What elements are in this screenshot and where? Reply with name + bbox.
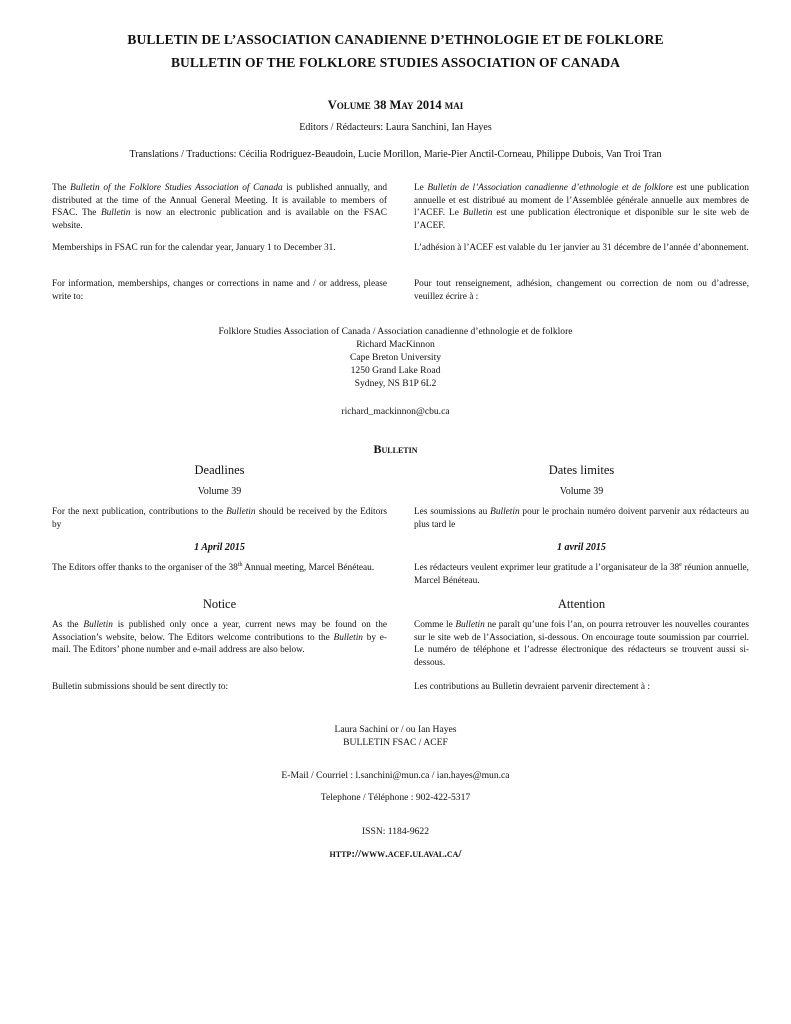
issn: ISSN: 1184-9622 bbox=[361, 826, 430, 837]
address-email[interactable]: richard_mackinnon@cbu.ca bbox=[341, 406, 450, 417]
intro-en-p1: The Bulletin of the Folklore Studies Association of Canada is published annually, and distributed at the time of the Annual General Meeting. It is available to members of FSAC. The Bulletin is now an electronic publication and is available on the FSAC website. bbox=[52, 183, 387, 231]
mailing-address bbox=[0, 325, 791, 390]
contact-org: BULLETIN FSAC / ACEF bbox=[343, 737, 448, 748]
address-line-4: 1250 Grand Lake Road bbox=[350, 365, 441, 376]
bulletin-heading: Bulletin bbox=[373, 442, 418, 456]
deadlines-fr-p2: Les rédacteurs veulent exprimer leur gratitude a l’organisateur de la 38e réunion annuelle, Marcel Bénéteau. bbox=[414, 561, 749, 586]
dates-limites-volume: Volume 39 bbox=[559, 486, 604, 497]
volume-line: Volume 38 May 2014 mai bbox=[327, 98, 464, 112]
notice-en-p1: As the Bulletin is published only once a year, current news may be found on the Association’s website, below. The Editors welcome contributions to the Bulletin by e-mail. The Editors’ phone number and e-mail address are also below. bbox=[52, 620, 388, 655]
deadlines-volume: Volume 39 bbox=[197, 486, 242, 497]
deadlines-fr-p1: Les soumissions au Bulletin pour le prochain numéro doivent parvenir aux rédacteurs au plus tard le bbox=[414, 507, 749, 530]
title-en: BULLETIN OF THE FOLKLORE STUDIES ASSOCIATION OF CANADA bbox=[170, 55, 621, 70]
deadline-date-en: 1 April 2015 bbox=[194, 542, 245, 553]
contact-block bbox=[0, 723, 791, 749]
deadlines-en-p2: The Editors offer thanks to the organiser of the 38th Annual meeting, Marcel Bénéteau. bbox=[52, 561, 375, 573]
notice-fr-p2: Les contributions au Bulletin devraient parvenir directement à : bbox=[414, 682, 650, 692]
editors-line: Editors / Rédacteurs: Laura Sanchini, Ian Hayes bbox=[299, 122, 492, 133]
address-line-1: Folklore Studies Association of Canada / Association canadienne d’ethnologie et de folklore bbox=[218, 326, 573, 337]
intro-en-p2: Memberships in FSAC run for the calendar year, January 1 to December 31. bbox=[52, 243, 336, 253]
address-line-2: Richard MacKinnon bbox=[356, 339, 435, 350]
notice-heading: Notice bbox=[202, 597, 237, 611]
dates-limites-heading: Dates limites bbox=[548, 463, 615, 477]
website-link[interactable]: http://www.acef.ulaval.ca/ bbox=[329, 848, 462, 860]
contact-phone: Telephone / Téléphone : 902-422-5317 bbox=[320, 792, 471, 803]
notice-en-p2: Bulletin submissions should be sent directly to: bbox=[52, 682, 229, 692]
address-line-5: Sydney, NS B1P 6L2 bbox=[354, 378, 437, 389]
intro-fr-p3: Pour tout renseignement, adhésion, changement ou correction de nom ou d’adresse, veuillez écrire à : bbox=[414, 279, 749, 302]
deadlines-en-p1: For the next publication, contributions to the Bulletin should be received by the Editors by bbox=[52, 507, 387, 530]
intro-en-p3: For information, memberships, changes or corrections in name and / or address, please write to: bbox=[52, 279, 387, 302]
contact-names: Laura Sachini or / ou Ian Hayes bbox=[334, 724, 457, 735]
intro-fr-p1: Le Bulletin de l’Association canadienne d’ethnologie et de folklore est une publication annuelle et est distribué au moment de l’Assemblée générale annuelle aux membres de l’ACEF. Le Bulletin est une publication électronique et disponible sur le site web de l’ACEF. bbox=[414, 183, 750, 231]
address-line-3: Cape Breton University bbox=[349, 352, 442, 363]
translations-line: Translations / Traductions: Cécilia Rodriguez-Beaudoin, Lucie Morillon, Marie-Pier Anctil-Corneau, Philippe Dubois, Van Troi Tran bbox=[129, 149, 662, 160]
title-fr: BULLETIN DE L’ASSOCIATION CANADIENNE D’ETHNOLOGIE ET DE FOLKLORE bbox=[127, 32, 664, 47]
notice-fr-p1: Comme le Bulletin ne paraît qu’une fois l’an, on pourra retrouver les nouvelles courantes sur le site web de l’Association, si-dessous. On encourage toute soumission par courriel. Le numéro de téléphone et l’adresse électronique des rédacteurs se trouvent aussi si-dessous. bbox=[414, 620, 749, 668]
attention-heading: Attention bbox=[557, 597, 606, 611]
intro-fr-p2: L’adhésion à l’ACEF est valable du 1er janvier au 31 décembre de l’année d’abonnement. bbox=[414, 243, 749, 253]
contact-email[interactable]: E-Mail / Courriel : l.sanchini@mun.ca / ian.hayes@mun.ca bbox=[281, 770, 510, 781]
deadlines-heading: Deadlines bbox=[194, 463, 245, 477]
deadline-date-fr: 1 avril 2015 bbox=[557, 542, 606, 553]
